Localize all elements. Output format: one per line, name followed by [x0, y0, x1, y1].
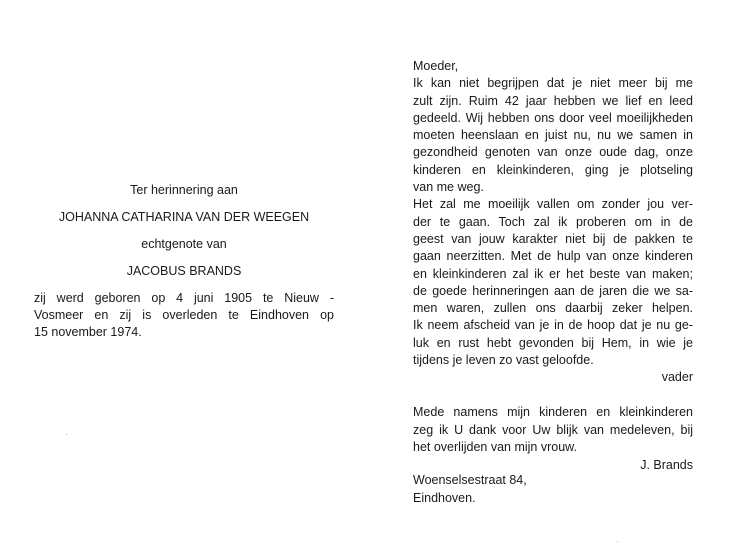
letter-line: kinderen en kleinkinderen, ging je plotseling: [413, 162, 693, 177]
left-panel: [34, 182, 334, 341]
thanks-signature: J. Brands: [640, 457, 693, 472]
thanks-line: het overlijden van mijn vrouw.: [413, 440, 577, 454]
letter: [413, 58, 693, 387]
letter-line: luk en rust hebt gevonden bij Hem, in wie je: [413, 335, 693, 350]
intro-text: Ter herinnering aan: [130, 183, 238, 197]
husband-name: JACOBUS BRANDS: [126, 264, 242, 278]
letter-line: gezondheid genoten van onze oude dag, onze: [413, 145, 693, 160]
paper-speck: [66, 434, 67, 435]
birth-line: Vosmeer en zij is overleden te Eindhoven op: [34, 308, 334, 322]
birth-line: 15 november 1974.: [34, 325, 142, 339]
letter-line: tijdens je leven zo vast geloofde.: [413, 353, 594, 368]
letter-line: moeten heenslaan en juist nu, nu we samen in: [413, 128, 693, 143]
letter-signature: vader: [661, 370, 693, 385]
address-street: Woenselsestraat 84,: [413, 473, 527, 487]
thanks-line: zeg ik U dank voor Uw blijk van medeleven, bij: [413, 422, 693, 437]
letter-line: gedeeld. Wij hebben ons door veel moeilijkheden: [413, 110, 693, 125]
thanks-section: [413, 404, 693, 474]
birth-line: zij werd geboren op 4 juni 1905 te Nieuw -: [34, 291, 334, 305]
letter-line: geest van jouw karakter niet bij de pakken te: [413, 231, 693, 246]
letter-line: der te gaan. Toch zal ik proberen om in de: [413, 214, 693, 229]
address-city: Eindhoven.: [413, 490, 476, 505]
address: [413, 472, 693, 507]
letter-line: zult zijn. Ruim 42 jaar hebben we lief en leed: [413, 93, 693, 108]
paper-speck: [617, 541, 618, 542]
letter-line: de goede herinneringen aan de jaren die we sa-: [413, 283, 693, 298]
letter-line: Ik kan niet begrijpen dat je niet meer bij me: [413, 76, 693, 91]
letter-line: men waren, zullen ons daarbij zeker helpen.: [413, 301, 693, 316]
letter-line: gaan neerzitten. Met de hulp van onze kinderen: [413, 249, 693, 264]
letter-line: Het zal me moeilijk vallen om zonder jou ver-: [413, 197, 693, 212]
relation-text: echtgenote van: [141, 237, 227, 251]
letter-line: van me weg.: [413, 180, 484, 195]
thanks-line: Mede namens mijn kinderen en kleinkinderen: [413, 405, 693, 419]
letter-salutation: Moeder,: [413, 59, 459, 73]
letter-line: en kleinkinderen zal ik er het beste van maken;: [413, 266, 693, 281]
deceased-name: JOHANNA CATHARINA VAN DER WEEGEN: [58, 210, 310, 224]
letter-line: Ik neem afscheid van je in de hoop dat je nu ge-: [413, 318, 693, 333]
